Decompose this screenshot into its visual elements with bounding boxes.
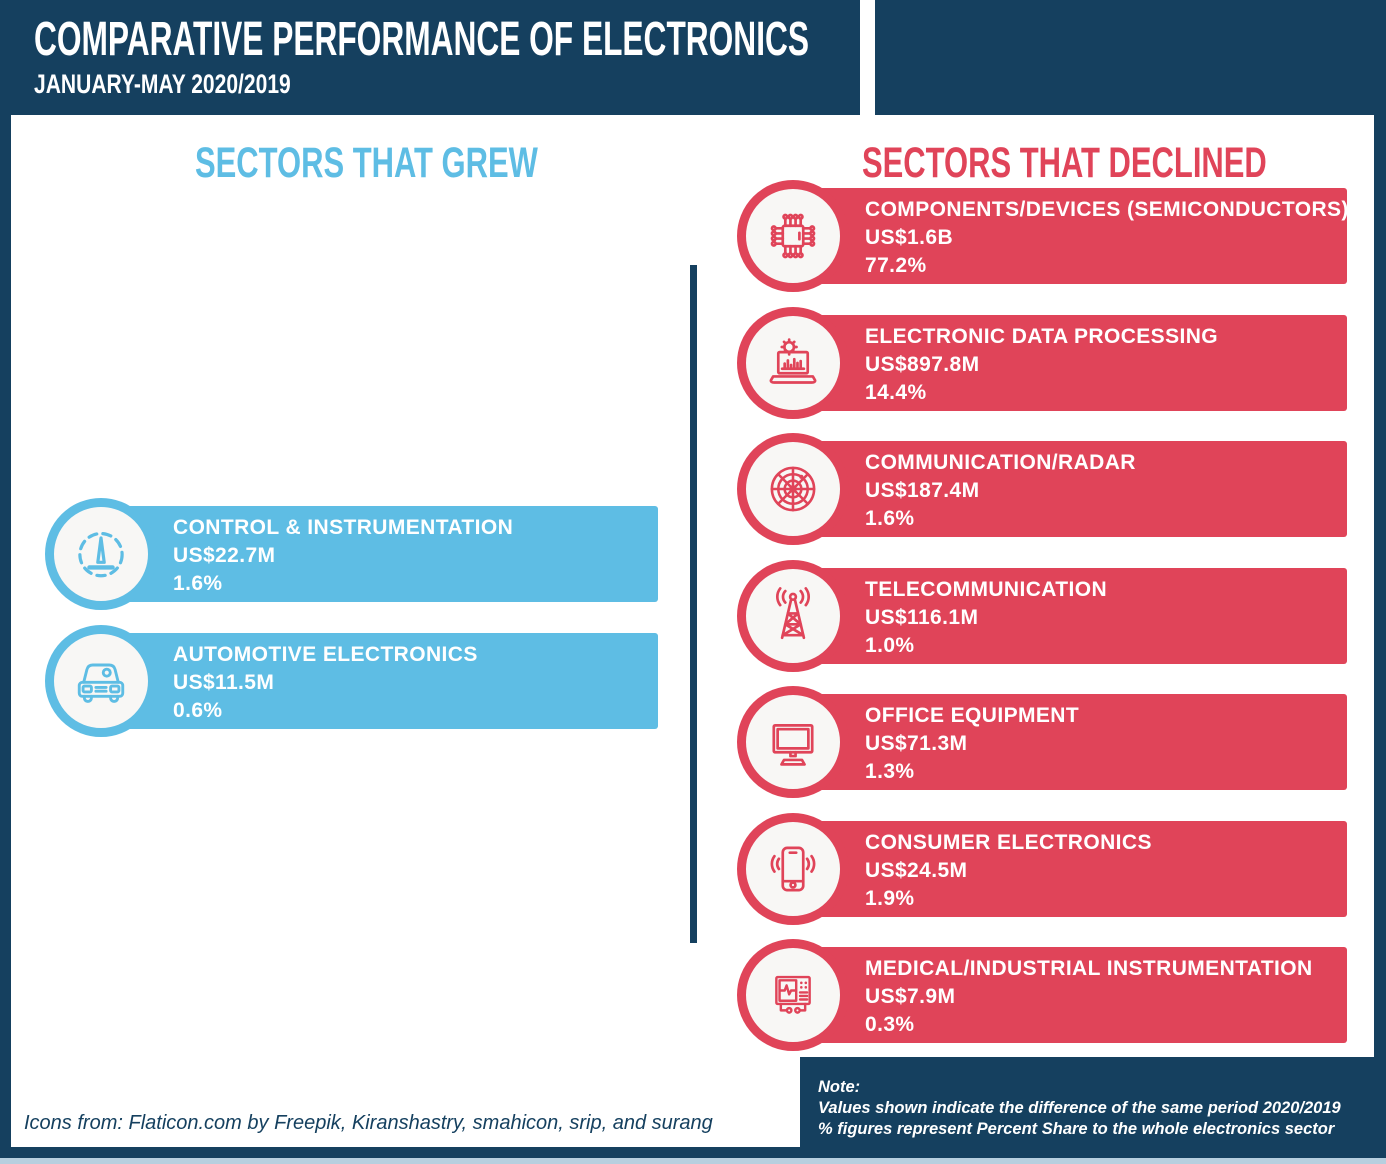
sector-value: US$897.8M [865,353,980,376]
sector-badge [45,498,157,610]
sector-bar [793,441,1347,537]
sector-label: CONTROL & INSTRUMENTATION [173,516,514,539]
top-right-background [875,0,1386,115]
sector-label: AUTOMOTIVE ELECTRONICS [173,643,478,666]
sector-badge [737,307,849,419]
sector-bar [793,188,1347,284]
sector-value: US$11.5M [173,671,275,694]
sector-label: ELECTRONIC DATA PROCESSING [865,325,1219,348]
sector-bar [101,633,658,729]
sector-badge [737,180,849,292]
sector-bar [793,694,1347,790]
sector-value: US$22.7M [173,544,276,567]
sector-badge [737,813,849,925]
sector-percent: 14.4% [865,381,927,404]
left-border [0,0,11,1158]
sector-value: US$187.4M [865,479,980,502]
sector-badge [45,625,157,737]
right-border [1374,0,1386,1158]
note-box [800,1057,1386,1147]
smartphone-icon [761,837,825,901]
chip-icon [761,204,825,268]
sector-value: US$71.3M [865,732,968,755]
sector-percent: 1.9% [865,887,915,910]
sector-percent: 0.6% [173,699,223,722]
credits: Icons from: Flaticon.com by Freepik, Kiranshastry, smahicon, srip, and surang [24,1112,713,1134]
sector-label: MEDICAL/INDUSTRIAL INSTRUMENTATION [865,957,1313,980]
sector-badge [737,560,849,672]
sector-label: CONSUMER ELECTRONICS [865,831,1152,854]
column-divider [690,265,697,943]
note-title: Note: [818,1078,861,1096]
sector-badge [737,686,849,798]
bottom-accent-strip [0,1158,1386,1164]
sector-label: COMMUNICATION/RADAR [865,451,1136,474]
sector-bar [793,568,1347,664]
sector-value: US$1.6B [865,226,954,249]
sector-percent: 77.2% [865,254,927,277]
note-line: % figures represent Percent Share to the whole electronics sector [818,1120,1335,1138]
sector-label: TELECOMMUNICATION [865,578,1108,601]
sector-bar [793,947,1347,1043]
sector-percent: 1.6% [173,572,223,595]
gauge-icon [69,522,133,586]
sector-percent: 0.3% [865,1013,915,1036]
note-line: Values shown indicate the difference of the same period 2020/2019 [818,1099,1341,1117]
sector-bar [101,506,658,602]
sector-value: US$24.5M [865,859,968,882]
sector-bar [793,315,1347,411]
sector-badge [737,433,849,545]
sector-percent: 1.6% [865,507,915,530]
laptop-analytics-icon [761,331,825,395]
page-subtitle: JANUARY-MAY 2020/2019 [34,69,291,99]
sector-label: OFFICE EQUIPMENT [865,704,1080,727]
car-icon [69,649,133,713]
sector-label: COMPONENTS/DEVICES (SEMICONDUCTORS) [865,198,1349,221]
sector-value: US$7.9M [865,985,956,1008]
page-title: COMPARATIVE PERFORMANCE OF ELECTRONICS [34,13,810,66]
sector-percent: 1.0% [865,634,915,657]
monitor-icon [761,710,825,774]
radar-icon [761,457,825,521]
sector-badge [737,939,849,1051]
bottom-border [0,1147,1386,1158]
grew-heading: SECTORS THAT GREW [195,139,538,187]
sector-bar [793,821,1347,917]
header [0,0,860,115]
antenna-tower-icon [761,584,825,648]
declined-heading: SECTORS THAT DECLINED [862,139,1267,187]
sector-value: US$116.1M [865,606,979,629]
medical-monitor-icon [761,963,825,1027]
sector-percent: 1.3% [865,760,915,783]
